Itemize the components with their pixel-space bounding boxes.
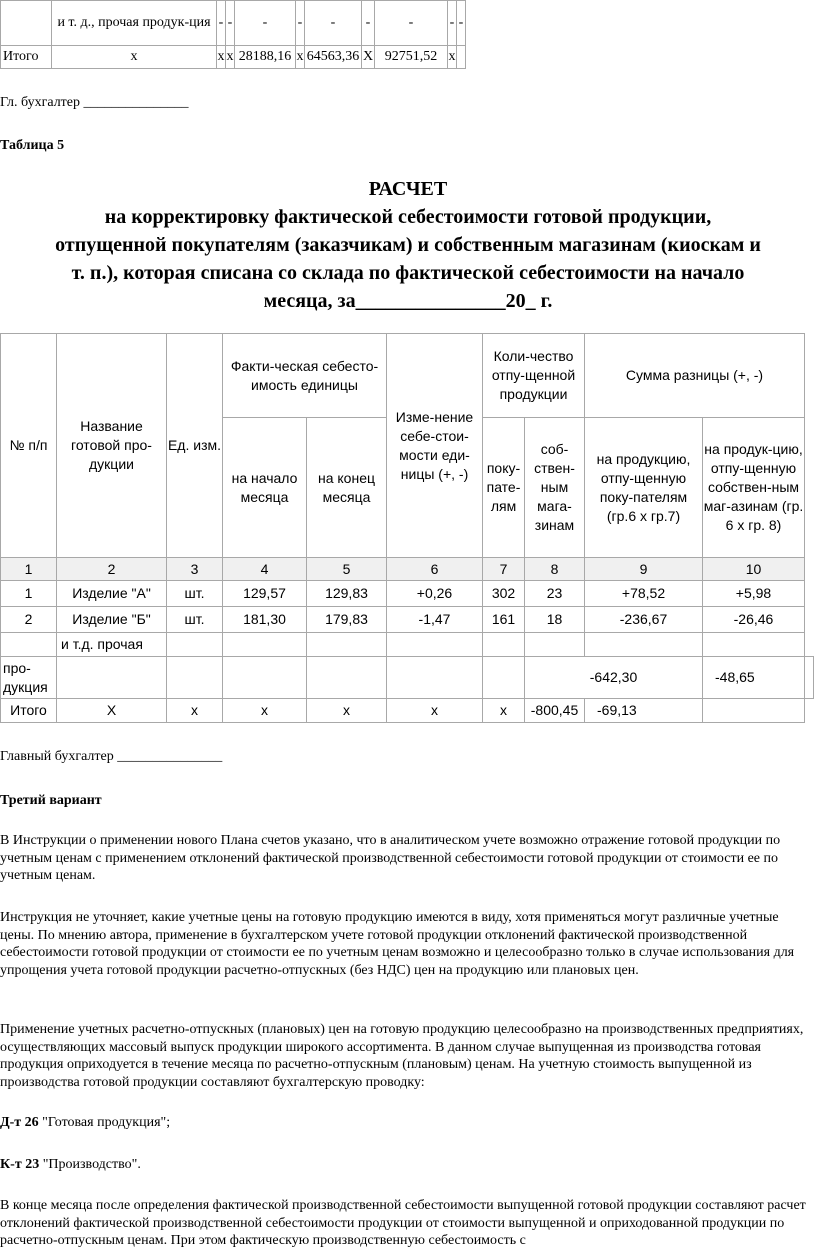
header-name: Название готовой про-дукции (57, 334, 167, 558)
header-quantity: Коли-чество отпу-щенной продукции (483, 334, 585, 418)
top-cell: х (52, 46, 217, 69)
chief-accountant-short: Гл. бухгалтер _______________ (0, 95, 189, 110)
header-cost-end: на конец месяца (307, 418, 387, 558)
total-row (1, 699, 814, 723)
row-cell-empty (307, 633, 387, 657)
title-line: месяца, за_______________20_ г. (263, 290, 553, 312)
header-unit: Ед. изм. (167, 334, 223, 558)
top-summary-table (0, 0, 466, 69)
credit-entry (0, 1156, 814, 1174)
header-row-1 (1, 334, 814, 418)
top-cell: - (305, 1, 362, 46)
total-cell: х (223, 699, 307, 723)
top-cell: - (457, 1, 466, 46)
row-cell-empty (525, 633, 585, 657)
top-cell: - (375, 1, 448, 46)
header-qty-own: соб-ствен-ным мага-зинам (525, 418, 585, 558)
top-cell: х (226, 46, 235, 69)
top-cell: х (448, 46, 457, 69)
row-cell: 129,83 (307, 581, 387, 607)
row-cell: шт. (167, 581, 223, 607)
table-row-other-b (1, 657, 814, 699)
row-cell-empty (167, 633, 223, 657)
column-number-row (1, 558, 814, 581)
column-number: 5 (307, 558, 387, 581)
top-total-label: Итого (1, 46, 52, 69)
column-number: 7 (483, 558, 525, 581)
debit-label: Д-т 26 (0, 1115, 39, 1130)
row-cell: 18 (525, 607, 585, 633)
row-cell-empty (703, 633, 805, 657)
chief-accountant: Главный бухгалтер _______________ (0, 749, 223, 764)
paragraph-4: В конце месяца после определения фактической производственной себестоимости выпущенной готовой продукции составляют расчет отклонений фактической производственной себестоимости продукции от стоимости выпущенной и оприходованной продукции по расчетно-отпускным ценам. При этом фактическую производственную себестоимость с (0, 1198, 806, 1248)
row-cell-empty (223, 633, 307, 657)
table-label: Таблица 5 (0, 138, 65, 153)
row-cell: 2 (1, 607, 57, 633)
row-cell-empty (167, 657, 223, 699)
total-cell: х (387, 699, 483, 723)
row-cell-empty (805, 657, 814, 699)
other-label-a: и т.д. прочая (57, 633, 167, 657)
paragraph-1: В Инструкции о применении нового Плана счетов указано, что в аналитическом учете возможно отражение готовой продукции по учетным ценам с применением отклонений фактической производственной себестоимости готовой продукции от стоимости ее по учетным ценам. (0, 833, 781, 883)
column-number: 4 (223, 558, 307, 581)
credit-label: К-т 23 (0, 1157, 40, 1172)
row-cell-empty (483, 657, 525, 699)
document-title (0, 175, 816, 315)
row-cell: 179,83 (307, 607, 387, 633)
top-cell: - (448, 1, 457, 46)
column-number: 1 (1, 558, 57, 581)
row-cell-empty (223, 657, 307, 699)
total-cell: -800,45 (525, 699, 585, 723)
row-cell: 161 (483, 607, 525, 633)
header-diff-own: на продук-цию, отпу-щенную собствен-ным маг-азинам (гр. 6 х гр. 8) (703, 418, 805, 558)
row-cell: 1 (1, 581, 57, 607)
total-cell: Х (57, 699, 167, 723)
row-cell-empty (57, 657, 167, 699)
table-row (1, 607, 814, 633)
title-line: отпущенной покупателям (заказчикам) и собственным магазинам (киоскам и (55, 234, 761, 256)
header-actual-cost: Факти-ческая себесто-имость единицы (223, 334, 387, 418)
top-cell: - (217, 1, 226, 46)
row-cell: -1,47 (387, 607, 483, 633)
total-cell: х (307, 699, 387, 723)
header-diff-sum: Сумма разницы (+, -) (585, 334, 805, 418)
header-diff-buyers: на продукцию, отпу-щенную поку-пателям (гр.6 х гр.7) (585, 418, 703, 558)
row-cell: Изделие "Б" (57, 607, 167, 633)
row-cell: +0,26 (387, 581, 483, 607)
header-qty-buyers: поку-пате-лям (483, 418, 525, 558)
other-label-b: про-дукция (1, 657, 57, 699)
other-diff-buyers: -642,30 (525, 657, 703, 699)
row-cell-empty (387, 657, 483, 699)
total-cell: х (483, 699, 525, 723)
calculation-table (0, 333, 814, 723)
title-line: т. п.), которая списана со склада по фактической себестоимости на начало (71, 262, 745, 284)
top-cell: - (235, 1, 296, 46)
column-number: 9 (585, 558, 703, 581)
row-cell-empty (483, 633, 525, 657)
row-cell-empty (307, 657, 387, 699)
column-number: 10 (703, 558, 805, 581)
debit-text: "Готовая продукция"; (38, 1115, 171, 1130)
paragraph-2: Инструкция не уточняет, какие учетные цены на готовую продукцию имеются в виду, хотя применяться могут различные учетные цены. По мнению автора, применение в бухгалтерском учете готовой продукции отклонений фактической производственной себестоимости готовой продукции от стоимости ее по учетным ценам возможно и целесообразно только в случае использования для упрощения учета готовой продукции расчетно-отпускных (без НДС) цен на продукцию или плановых цен. (0, 910, 795, 978)
header-cost-start: на начало месяца (223, 418, 307, 558)
row-cell: 181,30 (223, 607, 307, 633)
top-row-label: и т. д., прочая продук-ция (52, 1, 217, 46)
row-cell: 302 (483, 581, 525, 607)
row-cell-empty (703, 699, 805, 723)
top-table-row-other (1, 1, 466, 46)
section-title: Третий вариант (0, 793, 102, 808)
header-num: № п/п (1, 334, 57, 558)
top-cell: - (362, 1, 375, 46)
row-cell: -236,67 (585, 607, 703, 633)
top-cell: х (296, 46, 305, 69)
top-cell-empty (1, 1, 52, 46)
column-number: 8 (525, 558, 585, 581)
paragraph-3: Применение учетных расчетно-отпускных (плановых) цен на готовую продукцию целесообразно на производственных предприятиях, осуществляющих массовый выпуск продукции широкого ассортимента. В данном случае выпущенная из производства готовая продукция оприходуется в течение месяца по расчетно-отпускным (плановым) ценам. На учетную стоимость выпущенной из производства готовой продукции составляют бухгалтерскую проводку: (0, 1022, 804, 1090)
table-row-other-a (1, 633, 814, 657)
column-number: 3 (167, 558, 223, 581)
total-cell: х (167, 699, 223, 723)
table-row (1, 581, 814, 607)
row-cell: 129,57 (223, 581, 307, 607)
row-cell: +5,98 (703, 581, 805, 607)
title-line: РАСЧЕТ (368, 178, 448, 200)
top-cell: 28188,16 (235, 46, 296, 69)
top-cell: х (217, 46, 226, 69)
top-table-row-total (1, 46, 466, 69)
row-cell: Изделие "А" (57, 581, 167, 607)
header-change: Изме-нение себе-стои-мости еди-ницы (+, -) (387, 334, 483, 558)
column-number: 2 (57, 558, 167, 581)
row-cell-empty (585, 633, 703, 657)
title-line: на корректировку фактической себестоимости готовой продукции, (104, 206, 712, 228)
credit-text: "Производство". (39, 1157, 141, 1172)
top-cell: 64563,36 (305, 46, 362, 69)
row-cell: +78,52 (585, 581, 703, 607)
row-cell-empty (1, 633, 57, 657)
top-cell-empty (457, 46, 466, 69)
top-cell: 92751,52 (375, 46, 448, 69)
other-diff-own: -48,65 (703, 657, 805, 699)
total-cell: Итого (1, 699, 57, 723)
top-cell: - (296, 1, 305, 46)
column-number: 6 (387, 558, 483, 581)
top-cell: - (226, 1, 235, 46)
row-cell-empty (387, 633, 483, 657)
row-cell: шт. (167, 607, 223, 633)
total-cell: -69,13 (585, 699, 703, 723)
top-cell: Х (362, 46, 375, 69)
debit-entry (0, 1114, 814, 1132)
row-cell: 23 (525, 581, 585, 607)
row-cell: -26,46 (703, 607, 805, 633)
